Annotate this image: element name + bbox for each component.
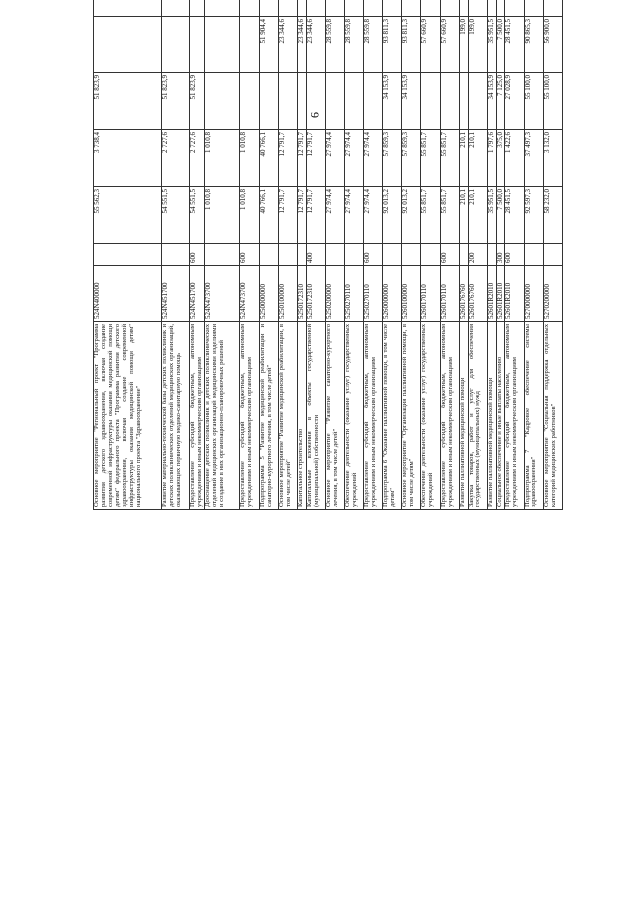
amount-cell	[543, 0, 562, 17]
amount-cell: 93 811,3	[402, 17, 421, 73]
amount-cell	[468, 73, 487, 130]
amount-cell: 210,1	[459, 187, 468, 244]
expense-type-cell: 300	[496, 244, 505, 266]
kbk-code-cell: 5260176760	[459, 266, 468, 322]
row-name-cell: Подпрограмма 7 "Кадровое обеспечение системы здравоохранения"	[524, 322, 543, 510]
amount-cell: 199,0	[468, 17, 487, 73]
expense-type-cell: 600	[505, 244, 524, 266]
table-row	[259, 0, 278, 510]
amount-cell: 199,0	[459, 17, 468, 73]
amount-cell: 27 974,4	[364, 130, 383, 187]
kbk-code-cell: 5270000000	[524, 266, 543, 322]
amount-cell	[205, 73, 240, 130]
table-row	[306, 0, 325, 510]
amount-cell: 92 597,3	[524, 187, 543, 244]
amount-cell: 55 100,0	[524, 73, 543, 130]
expense-type-cell	[421, 244, 440, 266]
table-row	[94, 0, 162, 510]
rotated-page-area	[93, 19, 563, 815]
amount-cell: 51 823,9	[189, 73, 205, 130]
expense-type-cell: 600	[440, 244, 459, 266]
kbk-code-cell: 52601R2010	[505, 266, 524, 322]
amount-cell: 12 791,7	[278, 187, 297, 244]
amount-cell	[383, 0, 402, 17]
table-row	[344, 0, 363, 510]
amount-cell: 90 865,3	[524, 17, 543, 73]
amount-cell: 40 766,1	[259, 187, 278, 244]
amount-cell: 12 791,7	[297, 187, 306, 244]
kbk-code-cell: 5250172310	[306, 266, 325, 322]
amount-cell: 55 851,7	[440, 187, 459, 244]
kbk-code-cell: 5270200000	[543, 266, 562, 322]
amount-cell	[440, 0, 459, 17]
amount-cell	[259, 0, 278, 17]
expense-type-cell: 600	[240, 244, 259, 266]
table-row	[543, 0, 562, 510]
amount-cell: 92 013,2	[402, 187, 421, 244]
table-row	[468, 0, 487, 510]
kbk-code-cell: 5260170110	[440, 266, 459, 322]
expense-type-cell	[459, 244, 468, 266]
row-name-cell: Капитальные вложения в объекты государственной (муниципальной) собственности	[306, 322, 325, 510]
amount-cell	[278, 73, 297, 130]
amount-cell: 12 791,7	[306, 187, 325, 244]
expense-type-cell	[205, 244, 240, 266]
kbk-code-cell: 524N473700	[240, 266, 259, 322]
amount-cell: 55 851,7	[421, 130, 440, 187]
kbk-code-cell: 52601R2010	[496, 266, 505, 322]
amount-cell: 23 344,6	[306, 17, 325, 73]
kbk-code-cell: 524N451700	[189, 266, 205, 322]
amount-cell: 23 344,6	[278, 17, 297, 73]
row-name-cell: Подпрограмма 5 "Развитие медицинской реабилитации и санаторно-курортного лечения, в том числе детей"	[259, 322, 278, 510]
row-name-cell: Предоставление субсидий бюджетным, автономным учреждениям и иным некоммерческим организациям	[505, 322, 524, 510]
expense-type-cell: 600	[189, 244, 205, 266]
amount-cell: 23 344,6	[297, 17, 306, 73]
row-name-cell: Предоставление субсидий бюджетным, автономным учреждениям и иным некоммерческим организациям	[189, 322, 205, 510]
amount-cell: 34 153,9	[383, 73, 402, 130]
amount-cell: 1 010,8	[205, 130, 240, 187]
amount-cell: 2 727,6	[162, 130, 190, 187]
row-name-cell: Развитие паллиативной медицинской помощи	[487, 322, 496, 510]
amount-cell: 27 974,4	[364, 187, 383, 244]
amount-cell: 54 551,5	[189, 187, 205, 244]
table-row	[278, 0, 297, 510]
amount-cell: 28 451,5	[505, 187, 524, 244]
amount-cell	[162, 0, 190, 17]
expense-type-cell	[543, 244, 562, 266]
amount-cell	[325, 73, 344, 130]
amount-cell: 375,0	[496, 130, 505, 187]
amount-cell: 7 500,0	[496, 17, 505, 73]
amount-cell	[297, 73, 306, 130]
amount-cell	[259, 73, 278, 130]
expense-type-cell: 400	[306, 244, 325, 266]
amount-cell: 27 974,4	[325, 187, 344, 244]
amount-cell: 35 951,5	[487, 187, 496, 244]
table-row	[205, 0, 240, 510]
amount-cell: 210,1	[468, 187, 487, 244]
amount-cell: 28 559,8	[325, 17, 344, 73]
expense-type-cell	[162, 244, 190, 266]
amount-cell: 27 974,4	[344, 130, 363, 187]
budget-table	[93, 0, 563, 510]
row-name-cell: Закупка товаров, работ и услуг для обеспечения государственных (муниципальных) нужд	[468, 322, 487, 510]
amount-cell	[421, 0, 440, 17]
amount-cell: 40 766,1	[259, 130, 278, 187]
kbk-code-cell: 5250172310	[297, 266, 306, 322]
row-name-cell: Социальное обеспечение и иные выплаты населению	[496, 322, 505, 510]
kbk-code-cell: 524N451700	[162, 266, 190, 322]
amount-cell: 57 859,3	[402, 130, 421, 187]
expense-type-cell	[402, 244, 421, 266]
expense-type-cell	[344, 244, 363, 266]
amount-cell	[162, 17, 190, 73]
amount-cell: 57 660,9	[421, 17, 440, 73]
kbk-code-cell: 5250270110	[364, 266, 383, 322]
amount-cell: 12 791,7	[297, 130, 306, 187]
table-row	[440, 0, 459, 510]
amount-cell	[240, 0, 259, 17]
expense-type-cell: 200	[468, 244, 487, 266]
amount-cell	[487, 0, 496, 17]
amount-cell: 7 125,0	[496, 73, 505, 130]
amount-cell	[524, 0, 543, 17]
amount-cell	[505, 0, 524, 17]
amount-cell: 93 811,3	[383, 17, 402, 73]
amount-cell	[325, 0, 344, 17]
table-row	[487, 0, 496, 510]
table-row	[162, 0, 190, 510]
amount-cell: 1 797,6	[487, 130, 496, 187]
row-name-cell: Обеспечение деятельности (оказание услуг) государственных учреждений	[344, 322, 363, 510]
kbk-code-cell: 5260170110	[421, 266, 440, 322]
table-row	[325, 0, 344, 510]
amount-cell: 55 851,7	[421, 187, 440, 244]
kbk-code-cell: 524N473700	[205, 266, 240, 322]
row-name-cell: Предоставление субсидий бюджетным, автономным учреждениям и иным некоммерческим организациям	[240, 322, 259, 510]
amount-cell: 54 551,5	[162, 187, 190, 244]
amount-cell	[189, 0, 205, 17]
amount-cell: 28 559,8	[364, 17, 383, 73]
row-name-cell: Капитальное строительство	[297, 322, 306, 510]
kbk-code-cell: 5260176760	[468, 266, 487, 322]
amount-cell: 55 562,3	[94, 187, 162, 244]
kbk-code-cell: 5250100000	[278, 266, 297, 322]
amount-cell	[496, 0, 505, 17]
expense-type-cell	[524, 244, 543, 266]
amount-cell	[94, 0, 162, 17]
amount-cell: 55 100,0	[543, 73, 562, 130]
amount-cell	[306, 73, 325, 130]
table-row	[524, 0, 543, 510]
amount-cell	[421, 73, 440, 130]
row-name-cell: Развитие материально-технической базы детских поликлиник и детских поликлинических отделений медицинских организаций, оказывающих первичную медико-санитарную помощь	[162, 322, 190, 510]
amount-cell: 27 028,9	[505, 73, 524, 130]
amount-cell: 51 904,4	[259, 17, 278, 73]
table-row	[383, 0, 402, 510]
amount-cell	[240, 17, 259, 73]
amount-cell	[440, 73, 459, 130]
amount-cell	[205, 0, 240, 17]
row-name-cell: Основное мероприятие "Развитие санаторно-курортного лечения, в том числе детей"	[325, 322, 344, 510]
row-name-cell: Развитие паллиативной медицинской помощи	[459, 322, 468, 510]
table-row	[459, 0, 468, 510]
expense-type-cell	[487, 244, 496, 266]
amount-cell: 34 153,9	[487, 73, 496, 130]
expense-type-cell	[325, 244, 344, 266]
amount-cell: 28 559,8	[344, 17, 363, 73]
kbk-code-cell: 5250000000	[259, 266, 278, 322]
amount-cell	[344, 0, 363, 17]
table-row	[402, 0, 421, 510]
amount-cell: 1 422,6	[505, 130, 524, 187]
amount-cell: 1 010,8	[240, 130, 259, 187]
kbk-code-cell: 5260000000	[383, 266, 402, 322]
amount-cell: 56 900,0	[543, 17, 562, 73]
amount-cell	[278, 0, 297, 17]
table-row	[297, 0, 306, 510]
page-number: 9	[308, 112, 322, 118]
amount-cell: 12 791,7	[306, 130, 325, 187]
kbk-code-cell: 524N400000	[94, 266, 162, 322]
amount-cell	[364, 0, 383, 17]
amount-cell	[297, 0, 306, 17]
row-name-cell: Основное мероприятие "Региональный проект "Программа развития детского здравоохранения, включая создание современной инфраструктуры оказания медицинской помощи детям" федерального проекта "Программа развития детского здравоохранения, включая создание современной инфраструктуры оказания медицинской помощи детям" национального проекта "Здравоохранение"	[94, 322, 162, 510]
amount-cell	[459, 73, 468, 130]
amount-cell: 51 823,9	[162, 73, 190, 130]
row-name-cell: Основное мероприятие "Социальная поддержка отдельных категорий медицинских работников"	[543, 322, 562, 510]
amount-cell: 1 010,8	[205, 187, 240, 244]
amount-cell: 28 451,5	[505, 17, 524, 73]
row-name-cell: Предоставление субсидий бюджетным, автономным учреждениям и иным некоммерческим организациям	[440, 322, 459, 510]
row-name-cell: Подпрограмма 6 "Оказание паллиативной помощи, в том числе детям"	[383, 322, 402, 510]
amount-cell: 35 951,5	[487, 17, 496, 73]
table-row	[505, 0, 524, 510]
amount-cell: 55 851,7	[440, 130, 459, 187]
amount-cell: 92 013,2	[383, 187, 402, 244]
table-row	[240, 0, 259, 510]
row-name-cell: Предоставление субсидий бюджетным, автономным учреждениям и иным некоммерческим организациям	[364, 322, 383, 510]
amount-cell: 58 232,0	[543, 187, 562, 244]
expense-type-cell	[383, 244, 402, 266]
amount-cell: 12 791,7	[278, 130, 297, 187]
expense-type-cell: 600	[364, 244, 383, 266]
row-name-cell: Основное мероприятие "Организация паллиативной помощи, в том числе детям"	[402, 322, 421, 510]
amount-cell: 3 738,4	[94, 130, 162, 187]
amount-cell	[240, 73, 259, 130]
expense-type-cell	[94, 244, 162, 266]
amount-cell: 27 974,4	[325, 130, 344, 187]
amount-cell	[205, 17, 240, 73]
amount-cell	[306, 0, 325, 17]
amount-cell	[459, 0, 468, 17]
amount-cell: 1 010,8	[240, 187, 259, 244]
kbk-code-cell: 52601R2010	[487, 266, 496, 322]
expense-type-cell	[259, 244, 278, 266]
kbk-code-cell: 5260100000	[402, 266, 421, 322]
amount-cell	[94, 17, 162, 73]
amount-cell: 57 660,9	[440, 17, 459, 73]
row-name-cell: Основное мероприятие "Развитие медицинской реабилитации, в том числе детей"	[278, 322, 297, 510]
amount-cell: 37 497,3	[524, 130, 543, 187]
amount-cell: 210,1	[459, 130, 468, 187]
amount-cell: 57 859,3	[383, 130, 402, 187]
amount-cell	[189, 17, 205, 73]
amount-cell: 51 823,9	[94, 73, 162, 130]
amount-cell	[364, 73, 383, 130]
amount-cell	[402, 0, 421, 17]
expense-type-cell	[278, 244, 297, 266]
kbk-code-cell: 5250200000	[325, 266, 344, 322]
amount-cell: 2 727,6	[189, 130, 205, 187]
amount-cell: 34 153,9	[402, 73, 421, 130]
amount-cell	[344, 73, 363, 130]
table-body	[94, 0, 563, 510]
table-row	[421, 0, 440, 510]
amount-cell: 7 500,0	[496, 187, 505, 244]
amount-cell: 3 132,0	[543, 130, 562, 187]
table-row	[364, 0, 383, 510]
row-name-cell: Дооснащение детских поликлиник и детских поликлинических отделений медицинских организаций медицинскими изделиями и создание в них организационно-планировочных решений	[205, 322, 240, 510]
amount-cell	[468, 0, 487, 17]
row-name-cell: Обеспечение деятельности (оказание услуг) государственных учреждений	[421, 322, 440, 510]
amount-cell: 27 974,4	[344, 187, 363, 244]
kbk-code-cell: 5250270110	[344, 266, 363, 322]
amount-cell: 210,1	[468, 130, 487, 187]
table-row	[189, 0, 205, 510]
expense-type-cell	[297, 244, 306, 266]
